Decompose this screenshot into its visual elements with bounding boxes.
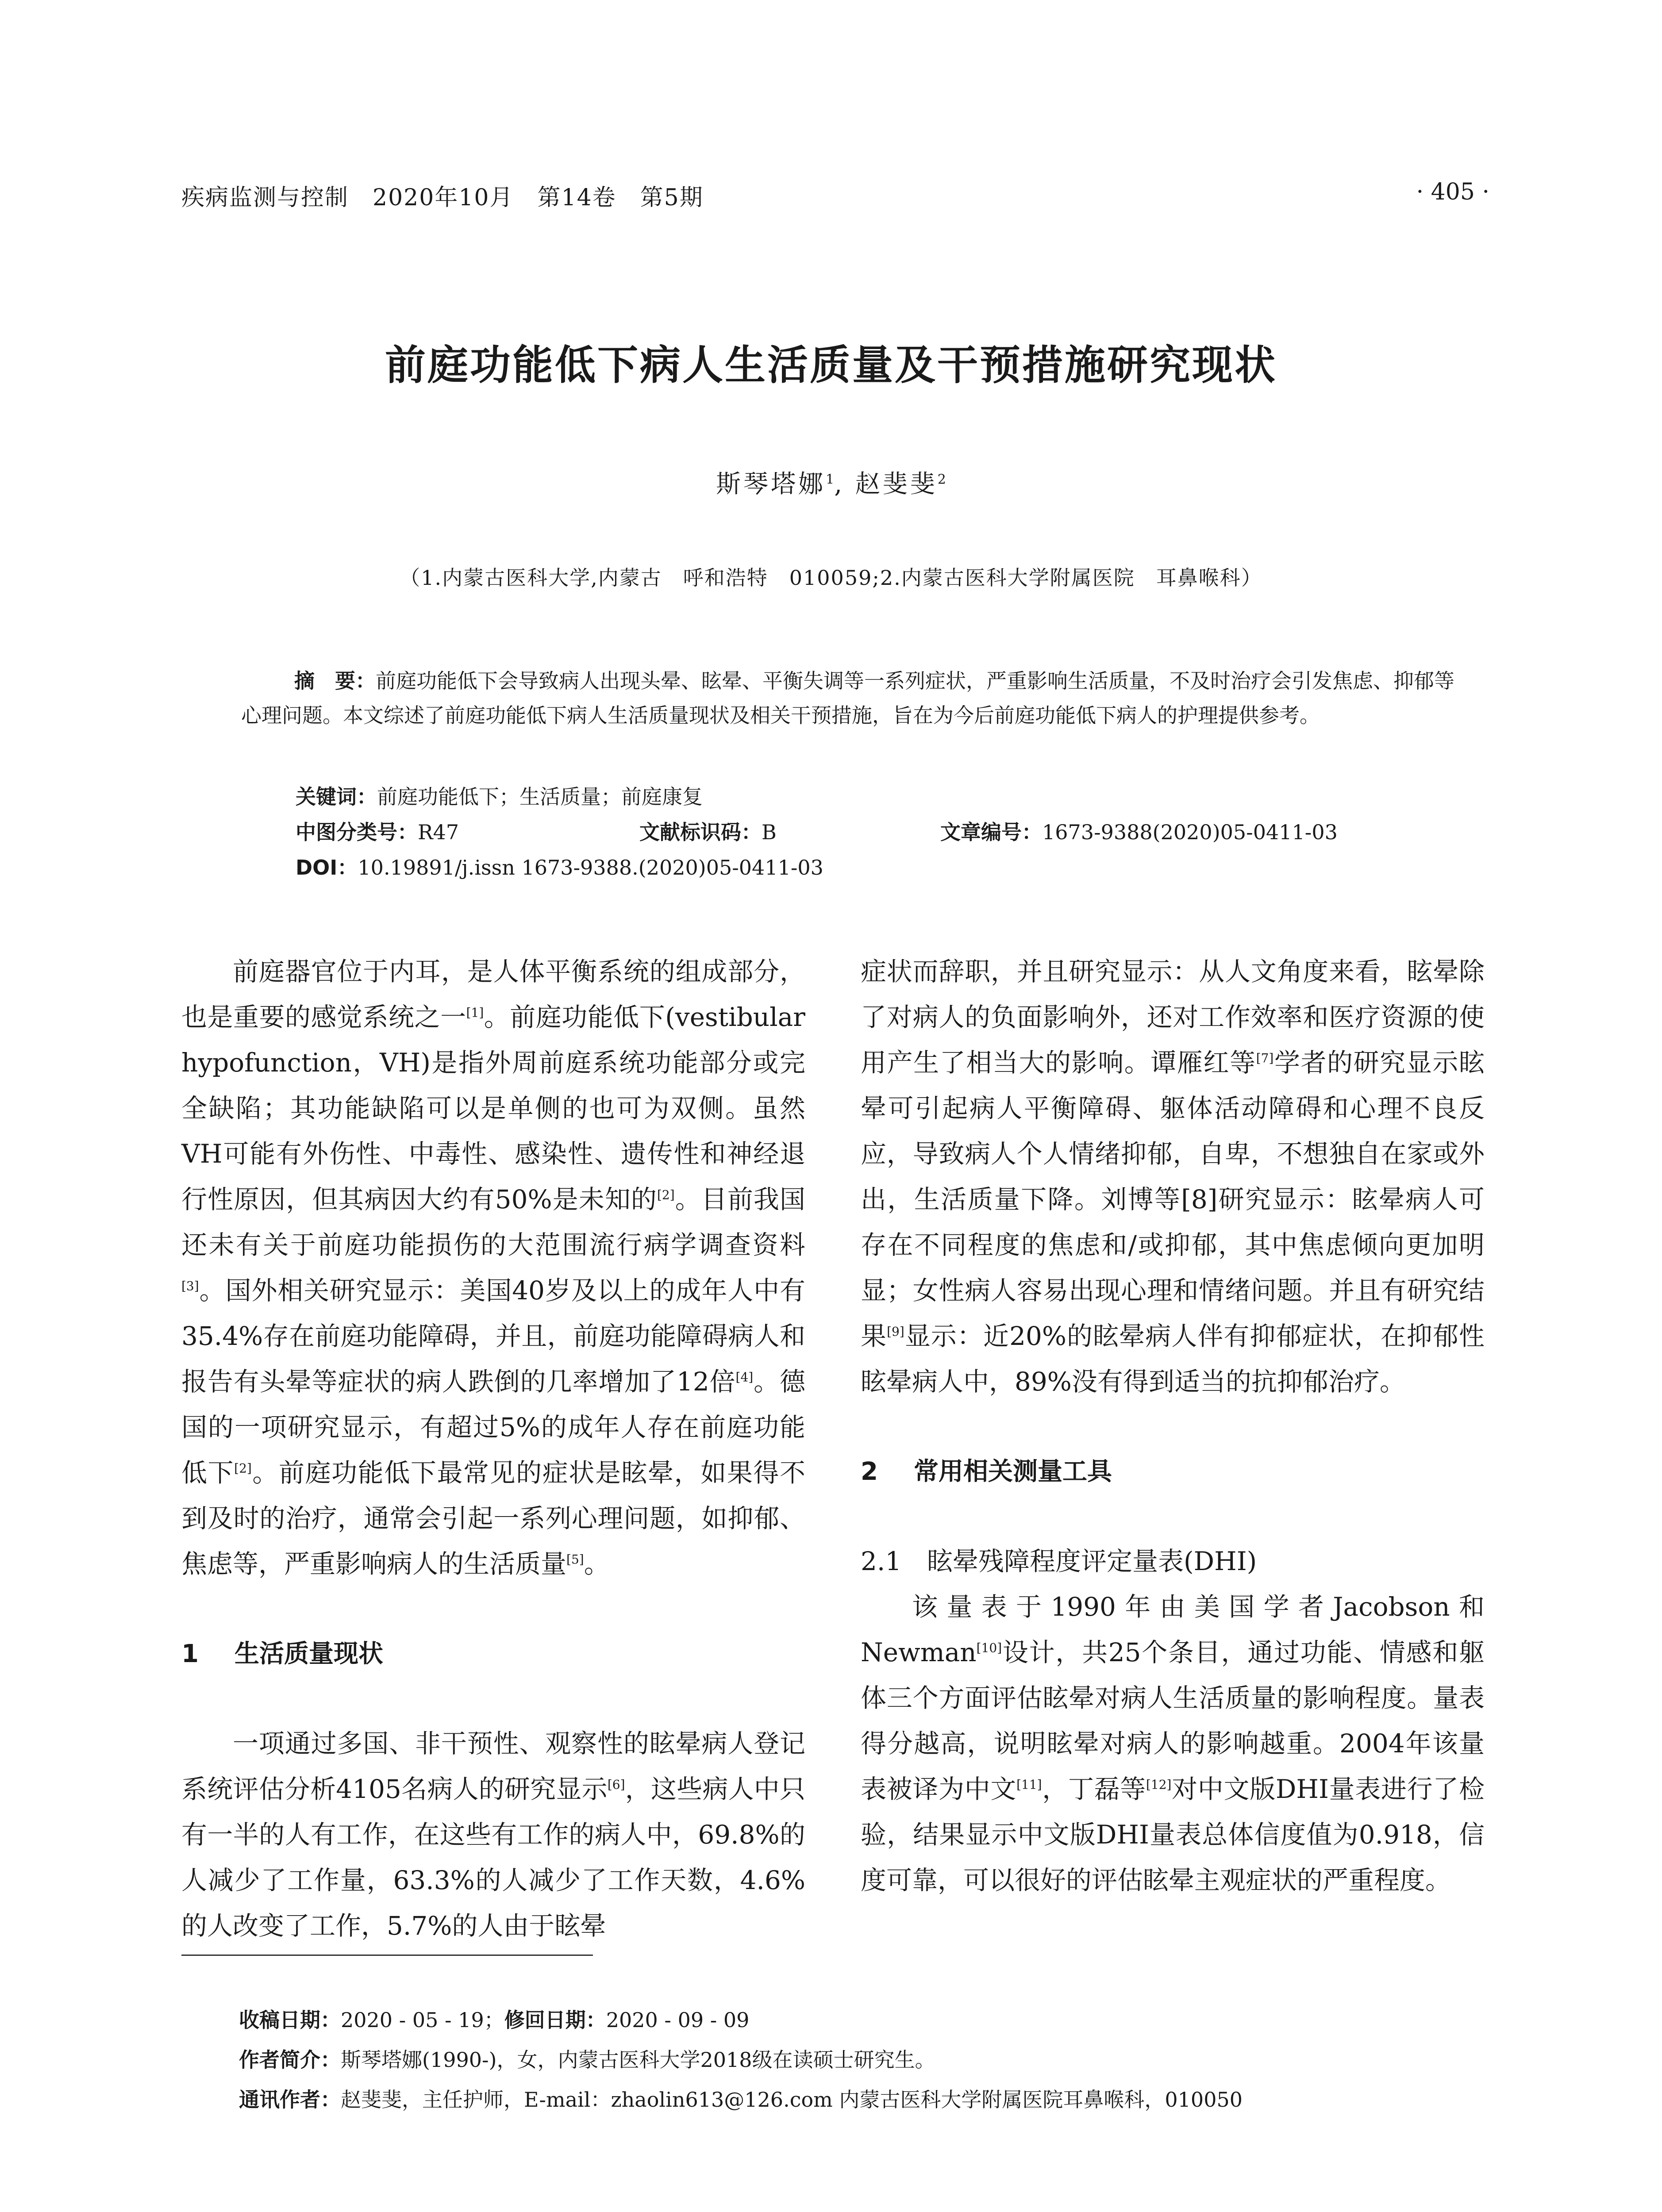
body-column-left xyxy=(181,949,805,1949)
clc-label: 中图分类号： xyxy=(296,820,418,844)
clc-number xyxy=(296,816,459,845)
citation[interactable]: [12] xyxy=(1146,1777,1172,1792)
paragraph: 该量表于1990年由美国学者Jacobson和Newman[10]设计，共25个条目，通过功能、情感和躯体三个方面评估眩晕对病人生活质量的影响程度。量表得分越高，说明眩晕对病人的影响越重。2004年该量表被译为中文[11]，丁磊等[12]对中文版DHI量表进行了检验，结果显示中文版DHI量表总体信度值为0.918，信度可靠，可以很好的评估眩晕主观症状的严重程度。 xyxy=(861,1592,1485,1895)
document-code xyxy=(639,816,777,845)
affiliations: （1.内蒙古医科大学,内蒙古 呼和浩特 010059;2.内蒙古医科大学附属医院 耳鼻喉科） xyxy=(400,566,1262,590)
footnote-dates: 收稿日期：2020 - 05 - 19；修回日期：2020 - 09 - 09 xyxy=(239,2008,750,2032)
author-affil-mark: 1 xyxy=(826,472,835,488)
footnote-author-info: 作者简介：斯琴塔娜(1990-)，女，内蒙古医科大学2018级在读硕士研究生。 xyxy=(239,2048,935,2072)
page-number: · 405 · xyxy=(1416,179,1489,205)
citation[interactable]: [4] xyxy=(735,1370,754,1385)
article-number xyxy=(940,816,1338,845)
citation[interactable]: [6] xyxy=(607,1777,625,1792)
doi-value: 10.19891/j.issn 1673-9388.(2020)05-0411-03 xyxy=(358,856,823,879)
section-heading: 2 常用相关测量工具 xyxy=(861,1457,1112,1486)
citation[interactable]: [11] xyxy=(1016,1777,1042,1792)
article-title: 前庭功能低下病人生活质量及干预措施研究现状 xyxy=(385,342,1277,389)
clc-value: R47 xyxy=(418,820,459,844)
article-no-label: 文章编号： xyxy=(940,820,1042,844)
paragraph: 前庭器官位于内耳，是人体平衡系统的组成部分，也是重要的感觉系统之一[1]。前庭功能低下(vestibular hypofunction，VH)是指外周前庭系统功能部分或完全缺陷；其功能缺陷可以是单侧的也可为双侧。虽然VH可能有外伤性、中毒性、感染性、遗传性和神经退行性原因，但其病因大约有50%是未知的[2]。目前我国还未有关于前庭功能损伤的大范围流行病学调查资料[3]。国外相关研究显示：美国40岁及以上的成年人中有35.4%存在前庭功能障碍，并且，前庭功能障碍病人和报告有头晕等症状的病人跌倒的几率增加了12倍[4]。德国的一项研究显示，有超过5%的成年人存在前庭功能低下[2]。前庭功能低下最常见的症状是眩晕，如果得不到及时的治疗，通常会引起一系列心理问题，如抑郁、焦虑等，严重影响病人的生活质量[5]。 xyxy=(181,956,805,1579)
citation[interactable]: [9] xyxy=(887,1324,904,1339)
author-separator: , xyxy=(834,470,855,499)
citation[interactable]: [2] xyxy=(234,1461,252,1476)
citation[interactable]: [7] xyxy=(1256,1051,1274,1066)
paragraph: 症状而辞职，并且研究显示：从人文角度来看，眩晕除了对病人的负面影响外，还对工作效率和医疗资源的使用产生了相当大的影响。谭雁红等[7]学者的研究显示眩晕可引起病人平衡障碍、躯体活动障碍和心理不良反应，导致病人个人情绪抑郁，自卑，不想独自在家或外出，生活质量下降。刘博等[8]研究显示：眩晕病人可存在不同程度的焦虑和/或抑郁，其中焦虑倾向更加明显；女性病人容易出现心理和情绪问题。并且有研究结果[9]显示：近20%的眩晕病人伴有抑郁症状，在抑郁性眩晕病人中，89%没有得到适当的抗抑郁治疗。 xyxy=(861,956,1485,1397)
running-header-journal: 疾病监测与控制 2020年10月 第14卷 第5期 xyxy=(181,184,704,211)
keywords xyxy=(296,781,703,810)
abstract-text: 前庭功能低下会导致病人出现头晕、眩晕、平衡失调等一系列症状，严重影响生活质量，不及时治疗会引发焦虑、抑郁等心理问题。本文综述了前庭功能低下病人生活质量现状及相关干预措施，旨在为今后前庭功能低下病人的护理提供参考。 xyxy=(241,669,1454,727)
doc-code-value: B xyxy=(762,820,777,844)
citation[interactable]: [2] xyxy=(657,1187,675,1202)
subsection-heading: 2.1 眩晕残障程度评定量表(DHI) xyxy=(861,1546,1257,1576)
citation[interactable]: [3] xyxy=(181,1279,199,1294)
abstract xyxy=(241,664,1462,733)
doi-label: DOI： xyxy=(296,856,358,879)
doc-code-label: 文献标识码： xyxy=(639,820,762,844)
doi xyxy=(296,852,823,881)
author-list xyxy=(0,465,1662,500)
citation[interactable]: [10] xyxy=(976,1640,1002,1655)
keywords-text: 前庭功能低下；生活质量；前庭康复 xyxy=(377,785,703,809)
author-affil-mark: 2 xyxy=(937,472,946,488)
citation[interactable]: [5] xyxy=(566,1552,584,1567)
footnote-divider xyxy=(181,1955,593,1956)
footnote-corresponding-author: 通讯作者：赵斐斐，主任护师，E-mail：zhaolin613@126.com 内蒙古医科大学附属医院耳鼻喉科，010050 xyxy=(239,2088,1243,2112)
paragraph: 一项通过多国、非干预性、观察性的眩晕病人登记系统评估分析4105名病人的研究显示[6]，这些病人中只有一半的人有工作，在这些有工作的病人中，69.8%的人减少了工作量，63.3%的人减少了工作天数，4.6%的人改变了工作，5.7%的人由于眩晕 xyxy=(181,1728,805,1941)
citation[interactable]: [1] xyxy=(466,1005,484,1020)
author-name: 斯琴塔娜 xyxy=(716,470,826,499)
keywords-label: 关键词： xyxy=(296,785,377,809)
abstract-label: 摘 要： xyxy=(294,669,376,693)
article-no-value: 1673-9388(2020)05-0411-03 xyxy=(1042,820,1338,844)
body-column-right xyxy=(861,949,1485,1903)
author-name: 赵斐斐 xyxy=(855,470,938,499)
section-heading: 1 生活质量现状 xyxy=(181,1640,383,1668)
